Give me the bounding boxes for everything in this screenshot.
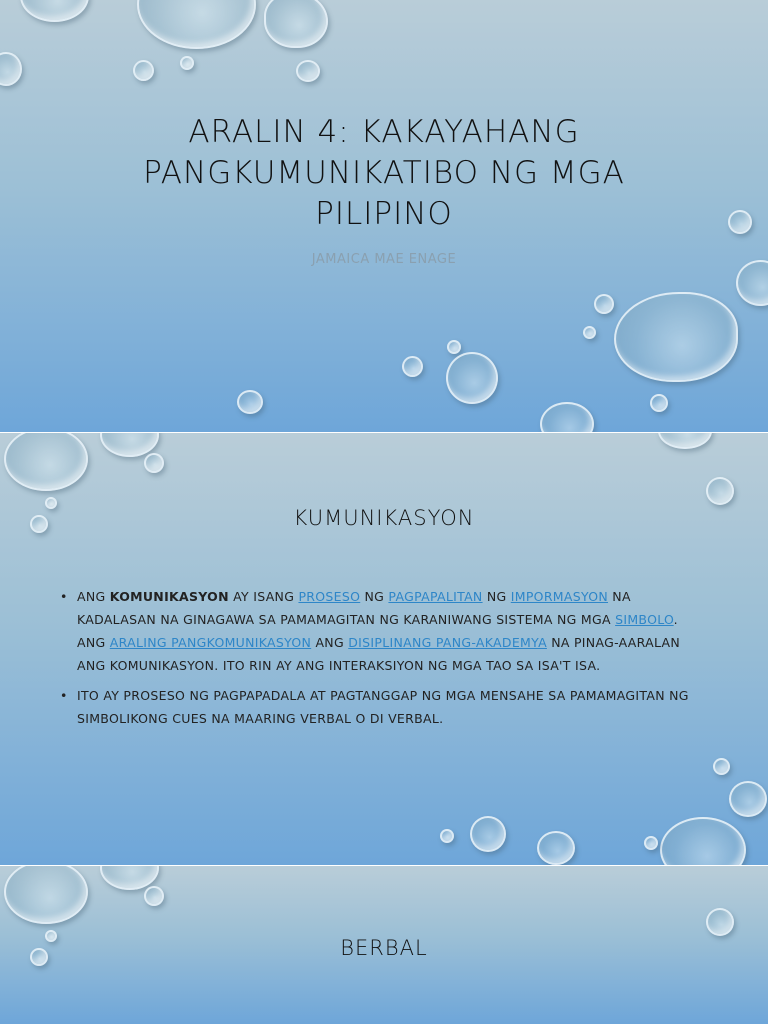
water-drop-decoration [447,340,461,354]
water-drop-decoration [644,836,658,850]
water-drop-decoration [30,948,48,966]
text: . ANG [77,612,678,650]
slide-title-heading [84,112,684,235]
water-drop-decoration [180,56,194,70]
water-drop-decoration [446,352,498,404]
link-proseso[interactable]: PROSESO [298,589,361,604]
water-drop-decoration [237,390,263,414]
title-line: PANGKUMUNIKATIBO NG MGA [143,155,625,191]
water-drop-decoration [45,930,57,942]
water-drop-decoration [440,829,454,843]
water-drop-decoration [658,433,712,449]
water-drop-decoration [4,433,88,491]
slide-kumunikasyon [0,433,768,865]
water-drop-decoration [537,831,575,865]
text: AY ISANG [228,589,299,604]
water-drop-decoration [728,210,752,234]
bullet-item: • ITO AY PROSESO NG PAGPAPADALA AT PAGTANGGAP NG MGA MENSAHE SA PAMAMAGITAN NG SIMBOLIKONG CUES NA MAARING VERBAL O DI VERBAL. [60,684,700,730]
link-pagpapalitan[interactable]: PAGPAPALITAN [388,589,483,604]
water-drop-decoration [137,0,256,49]
bullet-item [60,585,700,677]
water-drop-decoration [706,908,734,936]
water-drop-decoration [4,866,88,924]
water-drop-decoration [706,477,734,505]
title-line: ARALIN 4: KAKAYAHANG [188,114,580,150]
text: NG [482,589,511,604]
link-impormasyon[interactable]: IMPORMASYON [510,589,609,604]
water-drop-decoration [650,394,668,412]
water-drop-decoration [729,781,767,817]
water-drop-decoration [20,0,89,22]
text: ANG [77,589,110,604]
slide-subtitle-author: JAMAICA MAE ENAGE [311,252,457,267]
water-drop-decoration [660,817,746,865]
water-drop-decoration [713,758,730,775]
water-drop-decoration [583,326,596,339]
link-simbolo[interactable]: SIMBOLO [615,612,674,627]
water-drop-decoration [144,453,164,473]
link-disiplinang-pang-akademya[interactable]: DISIPLINANG PANG-AKADEMYA [348,635,547,650]
slide-heading: KUMUNIKASYON [293,506,475,530]
water-drop-decoration [144,886,164,906]
water-drop-decoration [30,515,48,533]
water-drop-decoration [264,0,328,48]
bullet-list [60,585,700,737]
water-drop-decoration [296,60,320,82]
water-drop-decoration [402,356,423,377]
bold-term: KOMUNIKASYON [109,589,229,604]
water-drop-decoration [0,52,22,86]
slide-heading: BERBAL [340,936,428,960]
water-drop-decoration [470,816,506,852]
text: ANG [311,635,349,650]
water-drop-decoration [133,60,154,81]
water-drop-decoration [594,294,614,314]
water-drop-decoration [45,497,57,509]
water-drop-decoration [614,292,738,382]
text: NG [360,589,389,604]
title-line: PILIPINO [315,196,453,232]
water-drop-decoration [540,402,594,432]
slide-title [0,0,768,432]
text: NA KADALASAN NA GINAGAWA SA PAMAMAGITAN NG KARANIWANG SISTEMA NG MGA [77,589,631,627]
text: NA PINAG-AARALAN ANG KOMUNIKASYON. ITO RIN AY ANG INTERAKSIYON NG MGA TAO SA ISA'T ISA. [77,635,681,673]
slide-berbal [0,866,768,1024]
link-araling-pangkomunikasyon[interactable]: ARALING PANGKOMUNIKASYON [109,635,312,650]
